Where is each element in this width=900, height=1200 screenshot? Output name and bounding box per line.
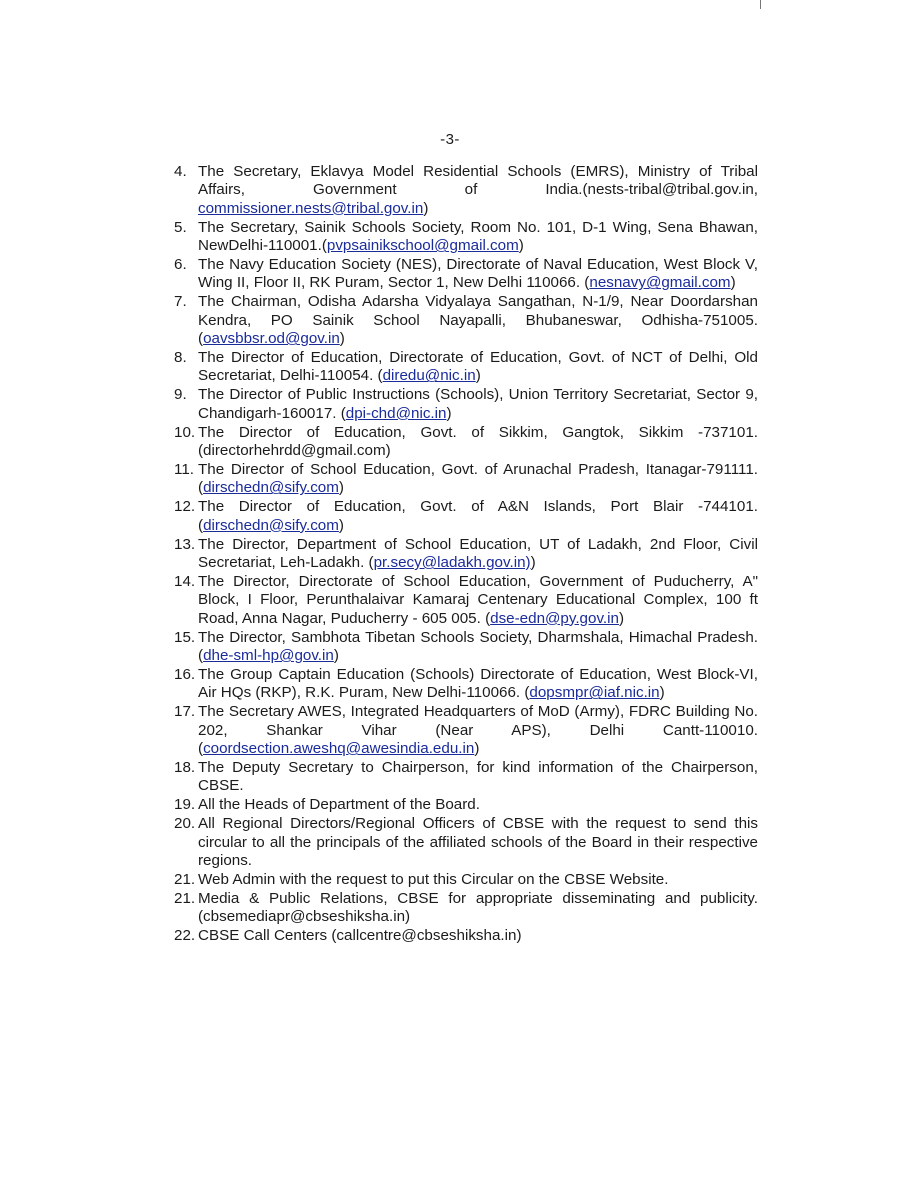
item-number: 13. [174,535,196,553]
email-link[interactable]: diredu@nic.in [382,367,476,385]
item-number: 10. [174,423,196,441]
item-text: The Director, Department of School Education, UT of Ladakh, 2nd Floor, Civil Secretariat, Leh-Ladakh. (pr.secy@ladakh.gov.in)) [198,535,758,572]
list-item [174,424,758,461]
list-item [174,666,758,703]
email-link[interactable]: dhe-sml-hp@gov.in [203,647,334,665]
item-number: 16. [174,665,196,683]
item-number: 18. [174,759,196,776]
item-text: All Regional Directors/Regional Officers of CBSE with the request to send this circular to all the principals of the affiliated schools of the Board in their respective regions. [198,815,758,870]
list-item [174,890,758,927]
item-text: The Director of Public Instructions (Schools), Union Territory Secretariat, Sector 9, Chandigarh-160017. (dpi-chd@nic.in) [198,386,758,422]
item-number: 17. [174,703,196,721]
item-number: 21. [174,870,196,888]
item-number: 20. [174,815,196,833]
list-item [174,759,758,796]
item-number: 15. [174,628,196,646]
scan-edge-mark [760,0,761,9]
item-text: The Navy Education Society (NES), Directorate of Naval Education, West Block V, Wing II, Floor II, RK Puram, Sector 1, New Delhi 110066. (nesnavy@gmail.com) [198,256,758,292]
email-link[interactable]: dopsmpr@iaf.nic.in [529,684,660,702]
recipient-list [174,163,758,946]
item-text: The Chairman, Odisha Adarsha Vidyalaya Sangathan, N-1/9, Near Doordarshan Kendra, PO Sainik School Nayapalli, Bhubaneswar, Odhisha-751005. (oavsbbsr.od@gov.in) [198,293,758,348]
email-link[interactable]: dirschedn@sify.com [203,479,339,497]
item-number: 4. [174,163,187,180]
list-item [174,219,758,256]
email-link[interactable]: dpi-chd@nic.in [345,404,447,422]
email-link[interactable]: oavsbbsr.od@gov.in [203,330,340,348]
email-link[interactable]: pr.secy@ladakh.gov.in) [373,554,531,572]
item-number: 9. [174,386,187,404]
email-link[interactable]: dse-edn@py.gov.in [490,609,619,627]
list-item [174,927,758,945]
email-link[interactable]: nesnavy@gmail.com [589,274,731,292]
item-number: 6. [174,256,187,274]
list-item [174,629,758,666]
item-text: All the Heads of Department of the Board. [198,796,480,814]
item-text: Web Admin with the request to put this Circular on the CBSE Website. [198,870,669,888]
item-text: The Secretary, Eklavya Model Residential Schools (EMRS), Ministry of Tribal Affairs, Government of India.(nests-tribal@tribal.gov.in, commissioner.nests@tribal.gov.in) [198,163,758,217]
list-item [174,498,758,535]
item-number: 19. [174,796,196,814]
list-item [174,256,758,293]
list-item [174,386,758,423]
item-text: CBSE Call Centers (callcentre@cbseshiksha.in) [198,927,522,945]
email-link[interactable]: commissioner.nests@tribal.gov.in [198,199,424,217]
list-item [174,536,758,573]
item-text: The Secretary AWES, Integrated Headquarters of MoD (Army), FDRC Building No. 202, Shankar Vihar (Near APS), Delhi Cantt-110010. (coordsection.aweshq@awesindia.edu.in) [198,703,758,758]
list-item [174,461,758,498]
item-number: 7. [174,293,187,311]
email-link[interactable]: dirschedn@sify.com [203,516,339,534]
item-text: The Director, Sambhota Tibetan Schools Society, Dharmshala, Himachal Pradesh. (dhe-sml-hp@gov.in) [198,628,758,665]
item-number: 14. [174,572,196,590]
email-link[interactable]: pvpsainikschool@gmail.com [326,237,519,255]
list-item [174,163,758,218]
item-text: The Director of School Education, Govt. of Arunachal Pradesh, Itanagar-791111. (dirschedn@sify.com) [198,461,758,497]
item-number: 21. [174,889,196,907]
page-number: -3- [440,131,460,148]
list-item [174,573,758,628]
item-text: Media & Public Relations, CBSE for appropriate disseminating and publicity. (cbsemediapr@cbseshiksha.in) [198,889,758,926]
list-item [174,703,758,758]
item-number: 8. [174,349,187,367]
item-text: The Director, Directorate of School Education, Government of Puducherry, A" Block, I Floor, Perunthalaivar Kamaraj Centenary Educational Complex, 100 ft Road, Anna Nagar, Puducherry - 605 005. (dse-edn@py.gov.in) [198,572,758,627]
item-text: The Director of Education, Govt. of A&N Islands, Port Blair -744101. (dirschedn@sify.com) [198,498,758,534]
item-number: 12. [174,498,196,516]
item-number: 22. [174,927,196,945]
list-item [174,871,758,889]
list-item [174,293,758,348]
item-text: The Director of Education, Directorate of Education, Govt. of NCT of Delhi, Old Secretariat, Delhi-110054. (diredu@nic.in) [198,349,758,385]
item-number: 5. [174,218,187,236]
list-item [174,815,758,870]
item-number: 11. [174,461,194,478]
list-item [174,796,758,814]
item-text: The Secretary, Sainik Schools Society, Room No. 101, D-1 Wing, Sena Bhawan, NewDelhi-110001.(pvpsainikschool@gmail.com) [198,218,758,255]
list-item [174,349,758,386]
item-text: The Director of Education, Govt. of Sikkim, Gangtok, Sikkim -737101. (directorhehrdd@gmail.com) [198,423,758,460]
item-text: The Group Captain Education (Schools) Directorate of Education, West Block-VI, Air HQs (RKP), R.K. Puram, New Delhi-110066. (dopsmpr@iaf.nic.in) [198,665,758,702]
email-link[interactable]: coordsection.aweshq@awesindia.edu.in [203,740,475,758]
item-text: The Deputy Secretary to Chairperson, for kind information of the Chairperson, CBSE. [198,759,758,795]
